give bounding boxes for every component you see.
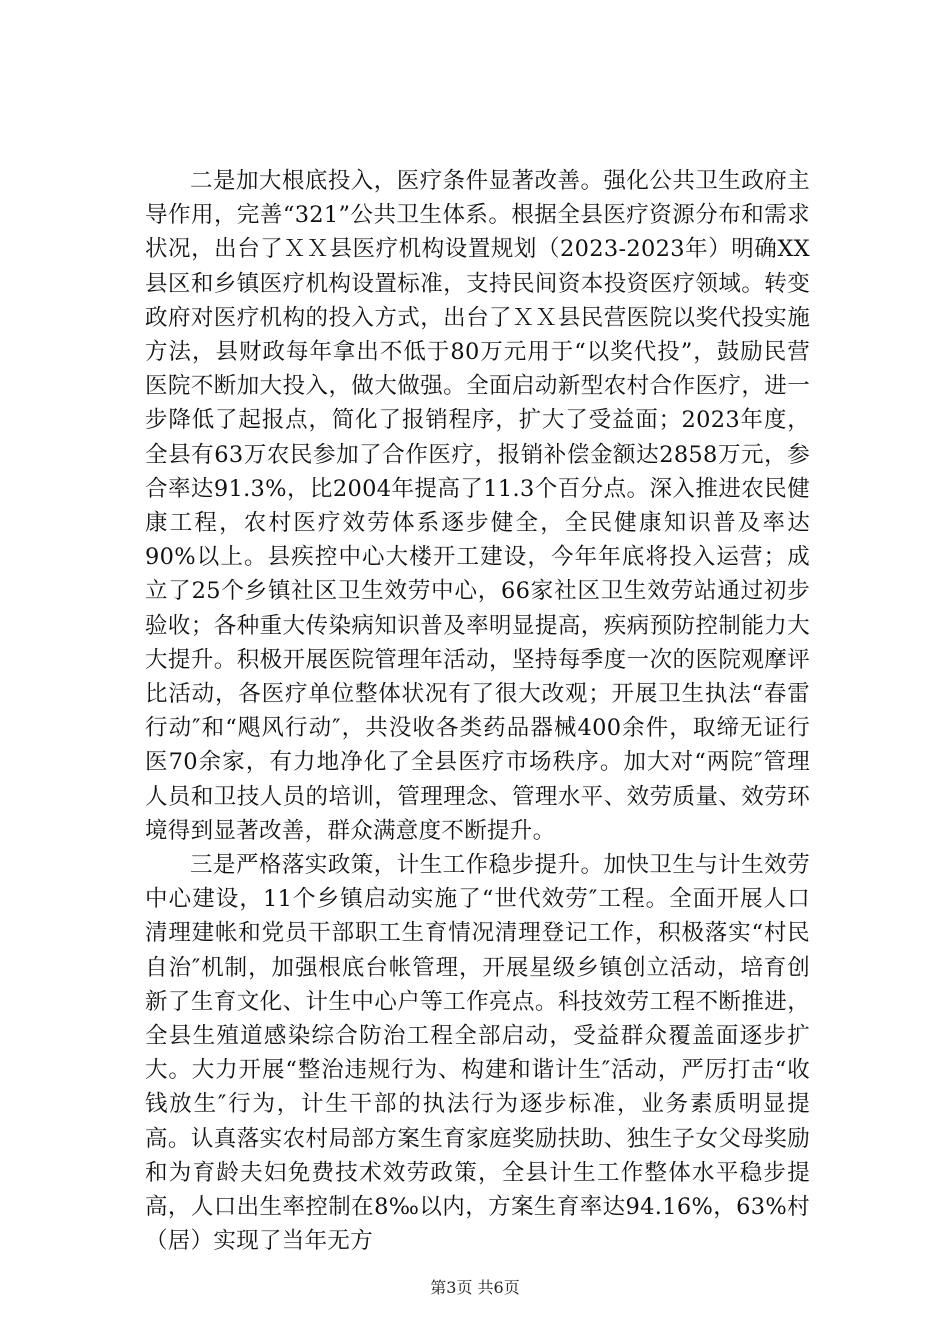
document-body (145, 164, 810, 1259)
paragraph-healthcare-investment: 二是加大根底投入，医疗条件显著改善。强化公共卫生政府主导作用，完善“321”公共卫生体系。根据全县医疗资源分布和需求状况，出台了ＸＸ县医疗机构设置规划（2023-2023年）明确XX县区和乡镇医疗机构设置标准，支持民间资本投资医疗领域。转变政府对医疗机构的投入方式，出台了ＸＸ县民营医院以奖代投实施方法，县财政每年拿出不低于80万元用于“以奖代投”，鼓励民营医院不断加大投入，做大做强。全面启动新型农村合作医疗，进一步降低了起报点，简化了报销程序，扩大了受益面；2023年度，全县有63万农民参加了合作医疗，报销补偿金额达2858万元，参合率达91.3%，比2004年提高了11.3个百分点。深入推进农民健康工程，农村医疗效劳体系逐步健全，全民健康知识普及率达90%以上。县疾控中心大楼开工建设，今年年底将投入运营；成立了25个乡镇社区卫生效劳中心，66家社区卫生效劳站通过初步验收；各种重大传染病知识普及率明显提高，疾病预防控制能力大大提升。积极开展医院管理年活动，坚持每季度一次的医院观摩评比活动，各医疗单位整体状况有了很大改观；开展卫生执法“春雷行动″和“飓风行动″，共没收各类药品器械400余件，取缔无证行医70余家，有力地净化了全县医疗市场秩序。加大对“两院″管理人员和卫技人员的培训，管理理念、管理水平、效劳质量、效劳环境得到显著改善，群众满意度不断提升。 (145, 168, 810, 844)
page-number-footer: 第3页 共6页 (430, 1278, 520, 1297)
paragraph-family-planning: 三是严格落实政策，计生工作稳步提升。加快卫生与计生效劳中心建设，11个乡镇启动实施了“世代效劳″工程。全面开展人口清理建帐和党员干部职工生育情况清理登记工作，积极落实“村民自治″机制，加强根底台帐管理，开展星级乡镇创立活动，培育创新了生育文化、计生中心户等工作亮点。科技效劳工程不断推进，全县生殖道感染综合防治工程全部启动，受益群众覆盖面逐步扩大。大力开展“整治违规行为、构建和谐计生″活动，严厉打击“收钱放生″行为，计生干部的执法行为逐步标准，业务素质明显提高。认真落实农村局部方案生育家庭奖励扶助、独生子女父母奖励和为育龄夫妇免费技术效劳政策，全县计生工作整体水平稳步提高，人口出生率控制在8‰以内，方案生育率达94.16%，63%村（居）实现了当年无方 (145, 852, 810, 1255)
